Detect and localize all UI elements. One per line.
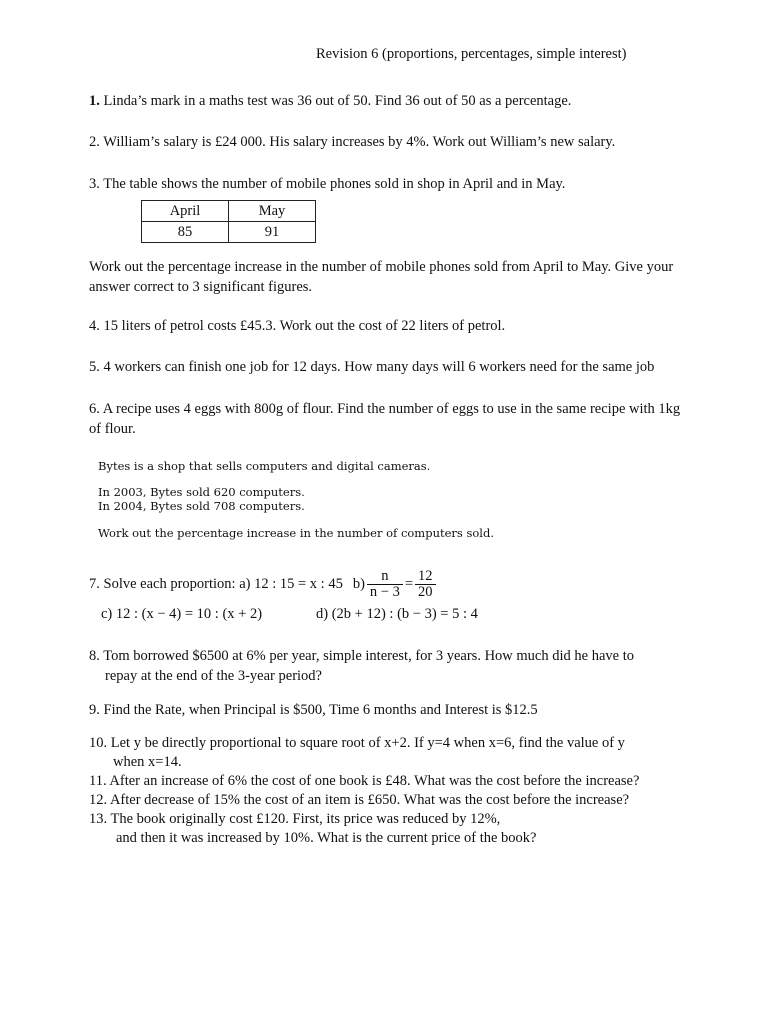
table-cell-may: 91 — [229, 222, 316, 243]
question-7-part-c: c) 12 : (x − 4) = 10 : (x + 2) — [101, 606, 263, 622]
fraction-left-numerator: n — [367, 569, 403, 585]
bytes-line-1: Bytes is a shop that sells computers and digital cameras. — [98, 459, 431, 473]
table-cell-april: 85 — [142, 222, 229, 243]
page-title: Revision 6 (proportions, percentages, simple interest) — [316, 46, 627, 62]
question-12: 12. After decrease of 15% the cost of an item is £650. What was the cost before the increase? — [89, 792, 630, 808]
question-11: 11. After an increase of 6% the cost of one book is £48. What was the cost before the increase? — [89, 773, 640, 789]
fraction-right-denominator: 20 — [418, 583, 433, 600]
question-3-intro: 3. The table shows the number of mobile phones sold in shop in April and in May. — [89, 176, 566, 192]
question-7-part-a-b — [89, 565, 438, 603]
phones-sold-table — [141, 200, 316, 243]
question-10-line-2: when x=14. — [113, 754, 182, 770]
question-8-line-1: 8. Tom borrowed $6500 at 6% per year, simple interest, for 3 years. How much did he have to — [89, 648, 634, 664]
question-8-line-2: repay at the end of the 3-year period? — [105, 668, 322, 684]
question-7-part-d: d) (2b + 12) : (b − 3) = 5 : 4 — [316, 606, 478, 622]
bytes-line-3: In 2004, Bytes sold 708 computers. — [98, 499, 305, 513]
fraction-right — [415, 569, 436, 600]
question-1-number: 1. — [89, 93, 100, 109]
question-4: 4. 15 liters of petrol costs £45.3. Work out the cost of 22 liters of petrol. — [89, 318, 506, 334]
question-10-line-1: 10. Let y be directly proportional to square root of x+2. If y=4 when x=6, find the value of y — [89, 735, 625, 751]
question-1-text: Linda’s mark in a maths test was 36 out of 50. Find 36 out of 50 as a percentage. — [99, 93, 572, 109]
question-9: 9. Find the Rate, when Principal is $500, Time 6 months and Interest is $12.5 — [89, 702, 538, 718]
fraction-right-numerator: 12 — [415, 569, 436, 585]
question-7-prefix: 7. Solve each proportion: a) 12 : 15 = x : 45 — [89, 575, 343, 592]
question-7-b-label: b) — [352, 575, 365, 592]
fraction-left — [367, 569, 403, 600]
table-row — [142, 222, 316, 243]
question-6: 6. A recipe uses 4 eggs with 800g of flour. Find the number of eggs to use in the same recipe with 1kg of flour. — [89, 401, 681, 437]
fraction-left-denominator: n − 3 — [369, 583, 400, 600]
question-3-task: Work out the percentage increase in the number of mobile phones sold from April to May. Give your answer correct to 3 significant figures. — [89, 259, 674, 295]
table-header-row — [142, 201, 316, 222]
question-1 — [89, 93, 571, 110]
question-13-line-1: 13. The book originally cost £120. First, its price was reduced by 12%, — [89, 811, 501, 827]
question-2: 2. William’s salary is £24 000. His salary increases by 4%. Work out William’s new salary. — [89, 134, 616, 150]
bytes-line-2: In 2003, Bytes sold 620 computers. — [98, 485, 305, 499]
table-header-april: April — [142, 201, 229, 222]
question-5: 5. 4 workers can finish one job for 12 days. How many days will 6 workers need for the same job — [89, 359, 655, 375]
question-13-line-2: and then it was increased by 10%. What is the current price of the book? — [116, 830, 537, 846]
fraction-equals: = — [404, 575, 414, 592]
table-header-may: May — [229, 201, 316, 222]
bytes-line-4: Work out the percentage increase in the number of computers sold. — [98, 526, 494, 540]
